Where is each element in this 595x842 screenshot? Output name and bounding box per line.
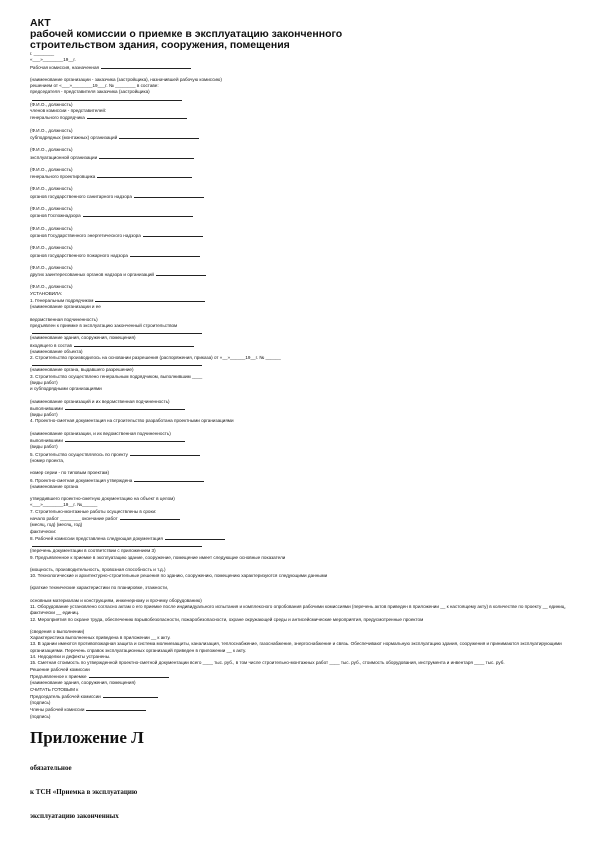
form-line-text: основным материалам и конструкциям, инженерному и прочему оборудованию) bbox=[30, 597, 202, 603]
form-line-text: (виды работ) bbox=[30, 444, 58, 450]
form-line-text: органов Госпожнадзора bbox=[30, 213, 81, 219]
form-line-text: (Ф.И.О., должность) bbox=[30, 284, 73, 290]
form-line-text: (месяц, год) (месяц, год) bbox=[30, 522, 83, 528]
form-line-text: предъявлен к приемке в эксплуатацию законченный строительством bbox=[30, 322, 178, 328]
form-line-text: выполнившими bbox=[30, 438, 63, 444]
form-line-text: 2. Строительство производилось на основании разрешения (распоряжения, приказа) от «__»______19__г. № ______ bbox=[30, 355, 281, 361]
fill-in-underline bbox=[32, 329, 202, 334]
form-line-text: 12. Мероприятия по охране труда, обеспечению взрывобезопасности, пожаробезопасности, охране окружающей среды и антисейсмические мероприятия, предусмотренные проектом bbox=[30, 616, 424, 622]
fill-in-underline bbox=[32, 542, 202, 547]
form-line bbox=[30, 641, 575, 654]
act-form-body bbox=[30, 51, 575, 720]
fill-in-underline bbox=[130, 451, 200, 456]
form-line bbox=[30, 64, 575, 71]
fill-in-underline bbox=[97, 173, 192, 178]
form-line-text: УСТАНОВИЛА: bbox=[30, 290, 63, 296]
form-line-text: 10. Технологические и архитектурно-строительные решения по зданию, сооружению, помещению характеризуются следующими данными bbox=[30, 573, 328, 579]
act-title-line: АКТ bbox=[30, 17, 51, 29]
fill-in-underline bbox=[65, 405, 185, 410]
form-line-text: 13. В здании имеются противопожарная защита и система молниезащиты, канализация, теплоснабжение, газоснабжение, энергоснабжение и связь. Обеспечивают нормальную эксплуатацию здания, сооружения и принимаются эксплуатирующими организациями. Перечень справок эксплуатационных организаций приведен в приложении __ к акту. bbox=[30, 641, 562, 653]
form-line bbox=[30, 154, 575, 161]
form-line-text: Характеристика выполненных приведена в приложении __ к акту. bbox=[30, 635, 171, 641]
form-line-text: Члены рабочей комиссии bbox=[30, 707, 85, 713]
form-line-text: (номер проекта, bbox=[30, 457, 65, 463]
form-line-text: входящего в состав bbox=[30, 342, 72, 348]
fill-in-underline bbox=[99, 154, 194, 159]
act-title-line: строительством здания, сооружения, помещения bbox=[30, 39, 290, 51]
form-line-text: (Ф.И.О., должность) bbox=[30, 245, 73, 251]
form-line-text: решением от «___»________19___г. № ________ в составе: bbox=[30, 83, 159, 89]
form-line-text: генерального проектировщика bbox=[30, 174, 96, 180]
form-line bbox=[30, 515, 575, 522]
form-line bbox=[30, 252, 575, 259]
form-line-text: г. ________ bbox=[30, 51, 55, 56]
form-line-text: номер серии - по типовым проектам) bbox=[30, 470, 109, 476]
form-line-text: «___»________19__г. №______ bbox=[30, 502, 98, 508]
form-line-text: генерального подрядчика bbox=[30, 115, 85, 121]
form-line bbox=[30, 232, 575, 239]
fill-in-underline bbox=[143, 232, 203, 237]
form-line-text: (наименование здания, сооружения, помещения) bbox=[30, 680, 136, 686]
form-line-text: Решение рабочей комиссии bbox=[30, 666, 90, 672]
fill-in-underline bbox=[83, 212, 193, 217]
fill-in-underline bbox=[156, 271, 206, 276]
form-line-text: 14. Недоделки и дефекты устранены. bbox=[30, 654, 111, 660]
form-line-text: Председатель рабочей комиссии bbox=[30, 693, 101, 699]
form-line-text: 1. Генеральным подрядчиком bbox=[30, 298, 94, 304]
form-line bbox=[30, 134, 575, 141]
form-line-text: (наименование органа bbox=[30, 483, 79, 489]
form-line-text: органов государственного пожарного надзора bbox=[30, 252, 128, 258]
form-line-text: (наименование организаций и их ведомственная подчиненность) bbox=[30, 398, 170, 404]
form-line bbox=[30, 693, 575, 700]
fill-in-underline bbox=[103, 693, 158, 698]
form-line bbox=[30, 673, 575, 680]
form-line-text: (Ф.И.О., должность) bbox=[30, 101, 73, 107]
fill-in-underline bbox=[95, 297, 205, 302]
form-line-text: (виды работ) bbox=[30, 379, 58, 385]
form-line-text: ведомственная подчиненность) bbox=[30, 316, 98, 322]
form-line-text: 15. Сметная стоимость по утвержденной проектно-сметной документации всего ____ тыс. руб., в том числе строительно-монтажных работ ____ тыс. руб., стоимость оборудования, инструмента и инвентаря ____ тыс. руб. bbox=[30, 660, 505, 666]
form-line bbox=[30, 193, 575, 200]
act-title bbox=[30, 18, 575, 51]
appendix-line: обязательное bbox=[30, 764, 72, 772]
form-line bbox=[30, 437, 575, 444]
form-line-text: (Ф.И.О., должность) bbox=[30, 127, 73, 133]
fill-in-underline bbox=[130, 252, 200, 257]
form-line-text: (Ф.И.О., должность) bbox=[30, 264, 73, 270]
form-line-text: (виды работ) bbox=[30, 412, 58, 418]
form-line-text: «___»________19__г. bbox=[30, 57, 76, 63]
form-line-text: 6. Проектно-сметная документация утверждена bbox=[30, 477, 133, 483]
form-line bbox=[30, 451, 575, 458]
form-line bbox=[30, 342, 575, 349]
fill-in-underline bbox=[89, 673, 169, 678]
form-line-text: органов Государственного энергетического надзора bbox=[30, 232, 141, 238]
form-line bbox=[30, 604, 575, 617]
fill-in-underline bbox=[32, 361, 202, 366]
fill-in-underline bbox=[134, 477, 204, 482]
form-line bbox=[30, 212, 575, 219]
form-line-text: (наименование организации, и их ведомственная подчиненность) bbox=[30, 430, 171, 436]
form-line-text: (наименование органа, выдавшего разрешение) bbox=[30, 367, 134, 373]
form-line-text: (подпись) bbox=[30, 713, 51, 719]
form-line-text: (краткие технические характеристики по планировке, этажности, bbox=[30, 585, 169, 591]
form-line-text: Рабочая комиссия, назначенная bbox=[30, 64, 100, 70]
form-line bbox=[30, 297, 575, 304]
form-line-text: начало работ ________ окончание работ bbox=[30, 516, 118, 522]
form-line bbox=[30, 405, 575, 412]
form-line-text: утвердившего проектно-сметную документацию на объект в целом) bbox=[30, 496, 175, 502]
form-line bbox=[30, 660, 575, 666]
fill-in-underline bbox=[120, 515, 180, 520]
form-line bbox=[30, 173, 575, 180]
form-line-text: 4. Проектно-сметная документация на строительство разработана проектными организациями bbox=[30, 418, 234, 424]
fill-in-underline bbox=[86, 706, 146, 711]
form-line-text: председателя - представителя заказчика (застройщика) bbox=[30, 89, 150, 95]
form-line-text: (Ф.И.О., должность) bbox=[30, 166, 73, 172]
form-line bbox=[30, 714, 575, 720]
form-line-text: (наименование объекта) bbox=[30, 348, 83, 354]
appendix-section bbox=[30, 728, 570, 820]
form-line-text: 3. Строительство осуществлено генеральным подрядчиком, выполнившим ____ bbox=[30, 373, 203, 379]
form-line-text: 8. Рабочей комиссии представлена следующая документация bbox=[30, 535, 163, 541]
act-document bbox=[30, 18, 575, 720]
fill-in-underline bbox=[165, 535, 225, 540]
form-line-text: (Ф.И.О., должность) bbox=[30, 147, 73, 153]
appendix-line: к ТСН «Приемка в эксплуатацию bbox=[30, 788, 138, 796]
act-title-line: рабочей комиссии о приемке в эксплуатацию законченного bbox=[30, 28, 343, 40]
form-line-text: (наименование организации - заказчика (застройщика), назначившей рабочую комиссию) bbox=[30, 76, 222, 82]
fill-in-underline bbox=[87, 114, 187, 119]
fill-in-underline bbox=[134, 193, 204, 198]
appendix-title: Приложение Л bbox=[30, 728, 144, 747]
form-line-text: других заинтересованных органов надзора и организаций bbox=[30, 272, 154, 278]
form-line-text: выполнившими bbox=[30, 405, 63, 411]
fill-in-underline bbox=[65, 437, 185, 442]
form-line bbox=[30, 535, 575, 542]
form-line-text: органов государственного санитарного надзора bbox=[30, 193, 132, 199]
fill-in-underline bbox=[119, 134, 199, 139]
form-line-text: (Ф.И.О., должность) bbox=[30, 186, 73, 192]
form-line bbox=[30, 271, 575, 278]
form-line-text: Предъявленное к приемке bbox=[30, 673, 87, 679]
form-line bbox=[30, 114, 575, 121]
form-line-text: (Ф.И.О., должность) bbox=[30, 225, 73, 231]
form-line-text: (подпись) bbox=[30, 700, 51, 706]
fill-in-underline bbox=[74, 342, 194, 347]
form-line-text: СЧИТАТЬ ГОТОВЫМ к bbox=[30, 686, 79, 692]
fill-in-underline bbox=[101, 64, 191, 69]
form-line-text: (Ф.И.О., должность) bbox=[30, 206, 73, 212]
form-line-text: (перечень документации в соответствии с приложением 3) bbox=[30, 548, 156, 554]
form-line-text: (мощность, производительность, провозная способность и т.д.) bbox=[30, 566, 166, 572]
form-line-text: членов комиссии - представителей: bbox=[30, 108, 107, 114]
form-line bbox=[30, 706, 575, 713]
form-line-text: 5. Строительство осуществлялось по проекту bbox=[30, 451, 128, 457]
form-line-text: (сведения о выполнении) bbox=[30, 628, 85, 634]
form-line-text: (наименование здания, сооружения, помещения) bbox=[30, 335, 136, 341]
form-line-text: и субподрядными организациями bbox=[30, 386, 102, 392]
form-line-text: 11. Оборудование установлено согласно актам о его приемке после индивидуального испытания и комплексного опробования рабочими комиссиями (перечень актов приведен в приложении __ к настоящему акту) в количестве по проекту __ единиц, фактически __ единиц. bbox=[30, 604, 566, 616]
form-line-text: эксплуатационной организации bbox=[30, 154, 98, 160]
form-line-text: субподрядных (монтажных) организаций bbox=[30, 134, 118, 140]
fill-in-underline bbox=[32, 96, 182, 101]
form-line bbox=[30, 477, 575, 484]
form-line-text: (наименование организации и ее bbox=[30, 304, 101, 310]
form-line-text: 7. Строительно-монтажные работы осуществлены в сроки: bbox=[30, 508, 157, 514]
form-line-text: 9. Предъявленное к приемке в эксплуатацию здание, сооружение, помещение имеет следующие основные показатели bbox=[30, 554, 286, 560]
form-line-text: фактически: bbox=[30, 528, 57, 534]
appendix-line: эксплуатацию законченных bbox=[30, 812, 119, 820]
